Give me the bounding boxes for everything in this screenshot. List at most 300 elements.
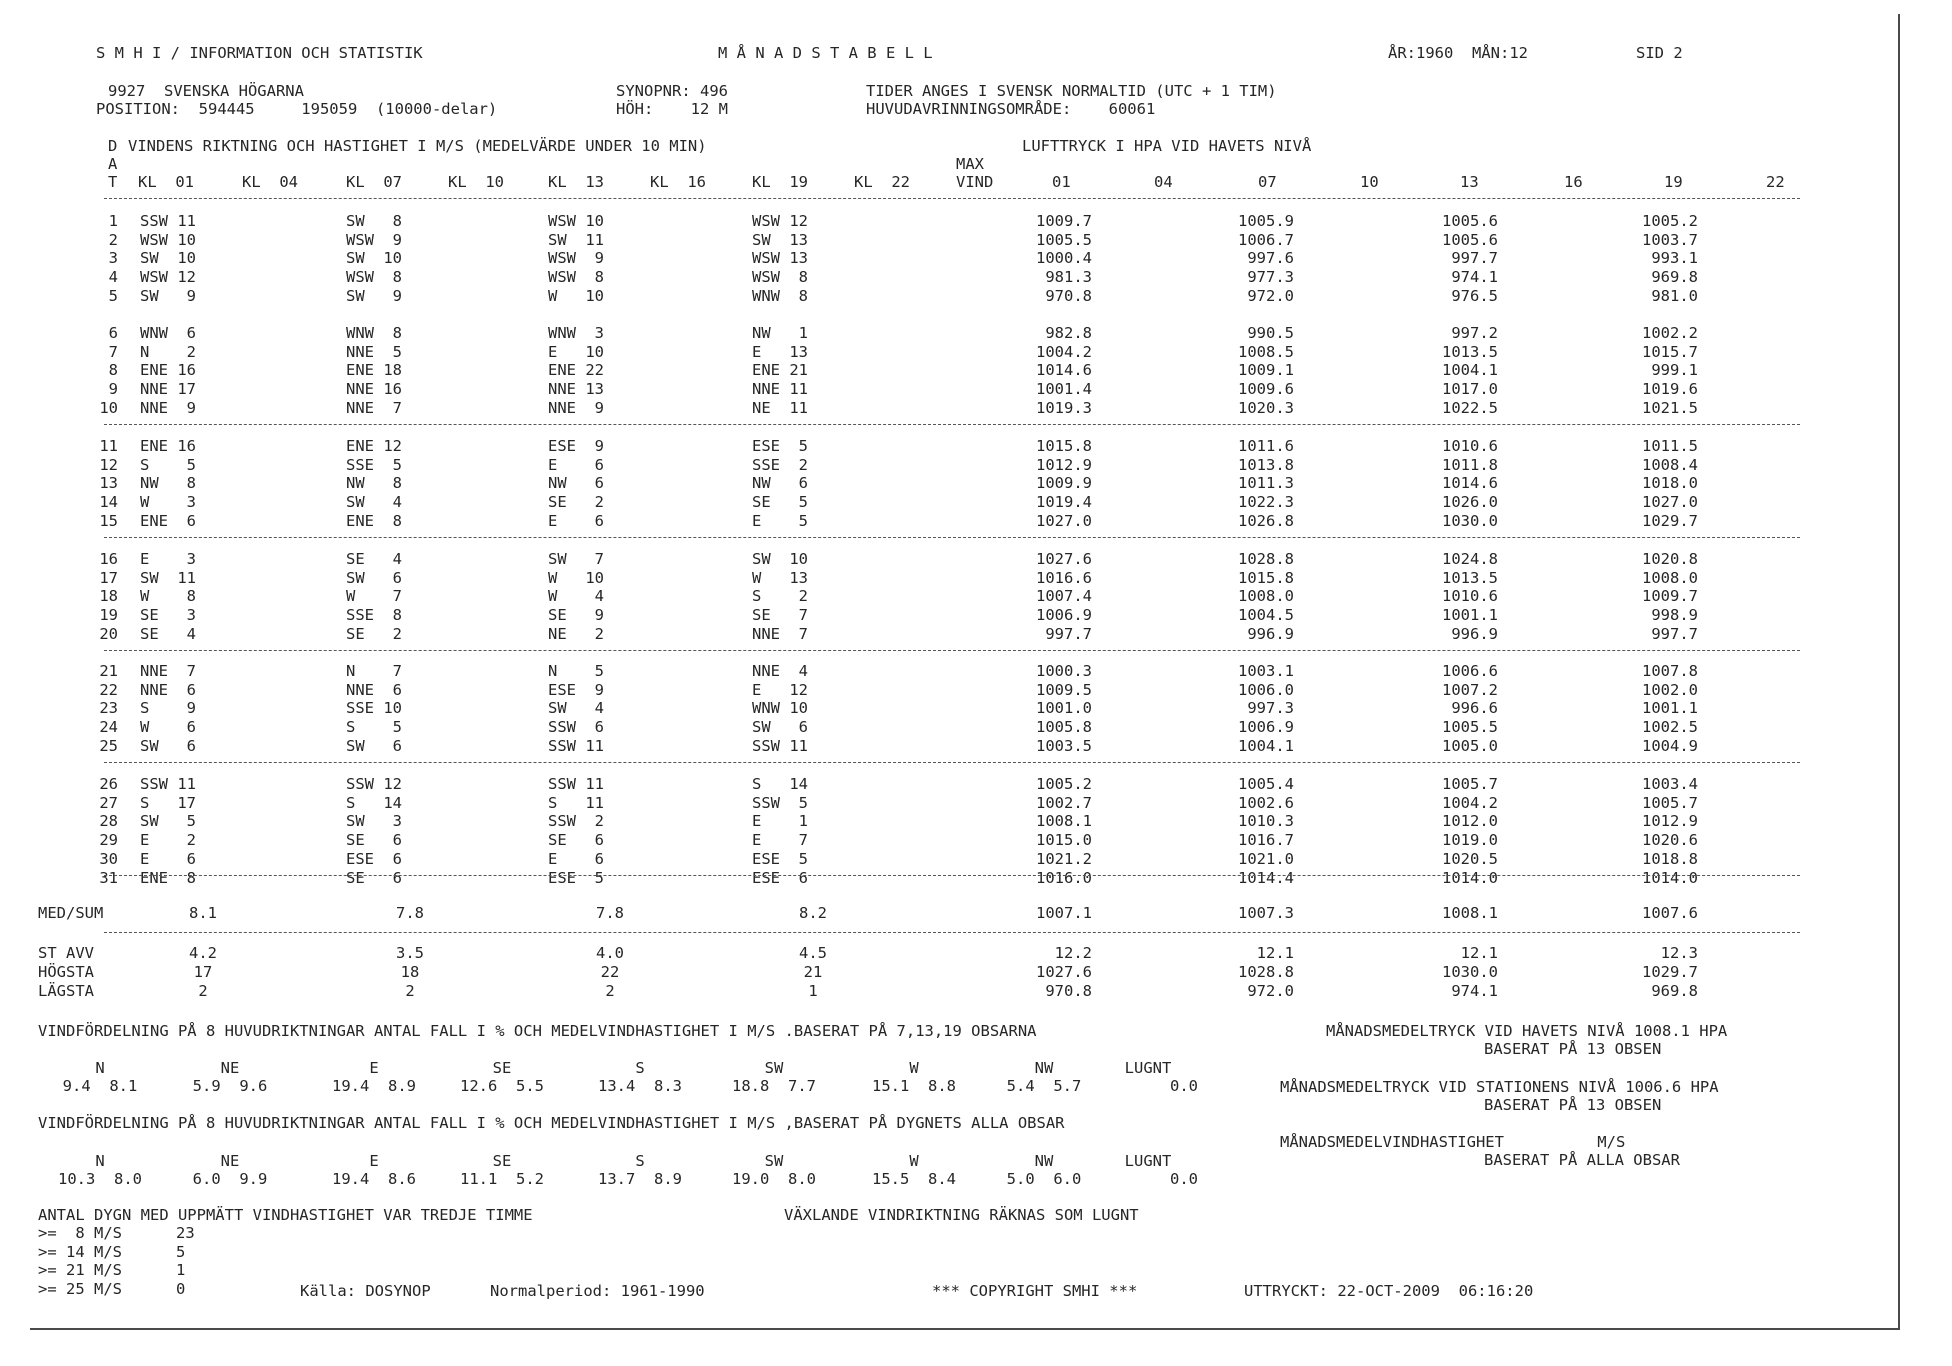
wind-col-header: KL 22	[854, 173, 910, 191]
lagsta-p19: 969.8	[1651, 982, 1698, 1000]
wind-kl01: S 17	[140, 793, 196, 812]
wind-kl19: SE 5	[752, 493, 808, 512]
hogsta-w07: 18	[400, 963, 420, 981]
lagsta-w01: 2	[198, 982, 208, 1000]
pressure-kl13: 1030.0	[1442, 511, 1498, 530]
pressure-kl19: 1001.1	[1642, 699, 1698, 718]
dist-value: 5.0 6.0	[1006, 1170, 1082, 1188]
pressure-kl07: 997.6	[1247, 249, 1294, 268]
group-divider	[104, 762, 1800, 763]
day-number: 27	[99, 793, 118, 812]
pressure-kl19: 997.7	[1651, 624, 1698, 643]
pressure-kl13: 1012.0	[1442, 812, 1498, 831]
wind-kl13: NW 6	[548, 474, 604, 493]
wind-kl19: E 1	[752, 812, 808, 831]
pressure-col-header: 01	[1052, 173, 1071, 191]
pressure-kl07: 1004.5	[1238, 606, 1294, 625]
hogsta-p07: 1028.8	[1238, 963, 1294, 981]
day-number: 8	[108, 361, 118, 380]
hogsta-label: HÖGSTA	[38, 963, 94, 981]
pressure-kl07: 1009.1	[1238, 361, 1294, 380]
pressure-kl13: 1007.2	[1442, 680, 1498, 699]
wind-kl13: E 10	[548, 342, 604, 361]
wind-kl07: WSW 9	[346, 230, 402, 249]
pressure-kl13: 1020.5	[1442, 849, 1498, 868]
wind-kl19: WSW 8	[752, 268, 808, 287]
pressure-kl19: 999.1	[1651, 361, 1698, 380]
pressure-kl13: 1005.6	[1442, 230, 1498, 249]
pressure-kl07: 1008.0	[1238, 587, 1294, 606]
wind-kl01: S 9	[140, 699, 196, 718]
med-w13: 7.8	[596, 904, 624, 922]
pressure-kl19: 1018.0	[1642, 474, 1698, 493]
pressure-kl01: 1006.9	[1036, 606, 1092, 625]
station-height: HÖH: 12 M	[616, 100, 728, 118]
wind-kl19: SW 6	[752, 718, 808, 737]
dist-value: 15.5 8.4	[872, 1170, 956, 1188]
wind-kl19: WSW 13	[752, 249, 808, 268]
org-name: S M H I / INFORMATION OCH STATISTIK	[96, 44, 423, 62]
pressure-kl19: 981.0	[1651, 286, 1698, 305]
day-number: 25	[99, 736, 118, 755]
wind-kl01: WSW 12	[140, 268, 196, 287]
wind-kl19: S 2	[752, 587, 808, 606]
pressure-kl01: 1007.4	[1036, 587, 1092, 606]
pressure-kl01: 1027.6	[1036, 550, 1092, 568]
wind-kl19: SW 10	[752, 550, 808, 568]
drainage-area: HUVUDAVRINNINGSOMRÅDE: 60061	[866, 100, 1156, 118]
day-number: 13	[99, 474, 118, 493]
pressure-kl07: 1016.7	[1238, 831, 1294, 850]
lagsta-w13: 2	[605, 982, 615, 1000]
pressure-kl13: 1014.6	[1442, 474, 1498, 493]
pressure-kl13: 997.2	[1451, 324, 1498, 342]
pressure-kl07: 1006.0	[1238, 680, 1294, 699]
wind-kl13: SW 7	[548, 550, 604, 568]
wind-kl13: SE 9	[548, 606, 604, 625]
wind-kl19: ESE 5	[752, 849, 808, 868]
day-number: 12	[99, 455, 118, 474]
lagsta-p13: 974.1	[1451, 982, 1498, 1000]
pressure-kl07: 1020.3	[1238, 398, 1294, 417]
wind-kl13: SSW 11	[548, 775, 604, 793]
station-level-basis: BASERAT PÅ 13 OBSEN	[1484, 1096, 1662, 1114]
day-number: 16	[99, 550, 118, 568]
dist-direction: N	[95, 1059, 105, 1077]
dist-direction: SW	[764, 1152, 784, 1170]
wind-kl07: NNE 5	[346, 342, 402, 361]
wind-kl01: N 2	[140, 342, 196, 361]
wind-kl07: SW 4	[346, 493, 402, 512]
med-sum-label: MED/SUM	[38, 904, 104, 922]
wind-kl07: ENE 8	[346, 511, 402, 530]
wind-col-header: KL 10	[448, 173, 504, 191]
printed-date: UTTRYCKT: 22-OCT-2009 06:16:20	[1244, 1282, 1534, 1300]
wind-kl07: SSE 8	[346, 606, 402, 625]
threshold-count: 5	[176, 1242, 186, 1261]
hogsta-p01: 1027.6	[1036, 963, 1092, 981]
source: Källa: DOSYNOP	[300, 1282, 431, 1300]
wind-kl07: ENE 12	[346, 437, 402, 455]
dist-direction: NW	[1034, 1059, 1054, 1077]
pressure-kl13: 1022.5	[1442, 398, 1498, 417]
stavv-p19: 12.3	[1660, 944, 1698, 962]
pressure-kl13: 976.5	[1451, 286, 1498, 305]
wind-kl13: N 5	[548, 662, 604, 680]
day-number: 17	[99, 568, 118, 587]
pressure-kl01: 1016.6	[1036, 568, 1092, 587]
pressure-kl13: 997.7	[1451, 249, 1498, 268]
pressure-kl19: 1027.0	[1642, 493, 1698, 512]
pressure-kl19: 1019.6	[1642, 380, 1698, 399]
pressure-kl13: 1006.6	[1442, 662, 1498, 680]
day-number: 19	[99, 606, 118, 625]
pressure-kl01: 1009.5	[1036, 680, 1092, 699]
wind-kl19: ESE 5	[752, 437, 808, 455]
pressure-kl07: 1011.6	[1238, 437, 1294, 455]
threshold-label: >= 21 M/S	[38, 1261, 122, 1279]
dist-direction: SW	[764, 1059, 784, 1077]
wind-kl19: WNW 10	[752, 699, 808, 718]
med-p19: 1007.6	[1642, 904, 1698, 922]
wind-kl07: SSE 10	[346, 699, 402, 718]
days-count-title: ANTAL DYGN MED UPPMÄTT VINDHASTIGHET VAR TREDJE TIMME	[38, 1206, 533, 1224]
pressure-col-header: 22	[1766, 173, 1785, 191]
dist-value: 5.4 5.7	[1006, 1077, 1082, 1095]
wind-kl13: SE 2	[548, 493, 604, 512]
wind-kl07: ESE 6	[346, 849, 402, 868]
wind-kl01: SW 5	[140, 812, 196, 831]
hogsta-w01: 17	[193, 963, 213, 981]
wind-kl07: SW 8	[346, 212, 402, 230]
pressure-kl07: 996.9	[1247, 624, 1294, 643]
pressure-kl13: 1011.8	[1442, 455, 1498, 474]
dist-value: 18.8 7.7	[732, 1077, 816, 1095]
pressure-kl01: 1019.4	[1036, 493, 1092, 512]
day-number: 29	[99, 831, 118, 850]
wind-kl07: SW 9	[346, 286, 402, 305]
wind-kl01: NNE 9	[140, 398, 196, 417]
wind-kl13: W 10	[548, 286, 604, 305]
wind-kl13: SSW 11	[548, 736, 604, 755]
threshold-count: 0	[176, 1279, 186, 1298]
wind-kl13: W 4	[548, 587, 604, 606]
pressure-kl13: 1004.1	[1442, 361, 1498, 380]
wind-kl13: NNE 9	[548, 398, 604, 417]
pressure-kl07: 1022.3	[1238, 493, 1294, 512]
wind-kl13: ESE 9	[548, 680, 604, 699]
wind-kl13: S 11	[548, 793, 604, 812]
wind-kl01: NW 8	[140, 474, 196, 493]
pressure-kl13: 1010.6	[1442, 587, 1498, 606]
wind-col-header: KL 04	[242, 173, 298, 191]
pressure-kl07: 1013.8	[1238, 455, 1294, 474]
report-title: M Å N A D S T A B E L L	[718, 44, 933, 62]
wind-kl19: SE 7	[752, 606, 808, 625]
pressure-col-header: 19	[1664, 173, 1683, 191]
wind-kl01: SW 10	[140, 249, 196, 268]
pressure-col-header: 16	[1564, 173, 1583, 191]
wind-kl19: E 7	[752, 831, 808, 850]
day-number: 15	[99, 511, 118, 530]
normal-period: Normalperiod: 1961-1990	[490, 1282, 705, 1300]
wind-col-header: KL 19	[752, 173, 808, 191]
pressure-kl01: 970.8	[1045, 286, 1092, 305]
threshold-label: >= 8 M/S	[38, 1224, 122, 1242]
med-p13: 1008.1	[1442, 904, 1498, 922]
wind-col-header: KL 16	[650, 173, 706, 191]
stavv-w13: 4.0	[596, 944, 624, 962]
pressure-kl19: 1018.8	[1642, 849, 1698, 868]
pressure-kl01: 1014.6	[1036, 361, 1092, 380]
wind-kl07: S 5	[346, 718, 402, 737]
med-w01: 8.1	[189, 904, 217, 922]
dist-value: 13.4 8.3	[598, 1077, 682, 1095]
pressure-kl19: 1014.0	[1642, 868, 1698, 887]
group-divider	[104, 537, 1800, 538]
dist-direction: SE	[492, 1152, 512, 1170]
pressure-kl07: 990.5	[1247, 324, 1294, 342]
pressure-kl07: 1002.6	[1238, 793, 1294, 812]
wind-kl19: E 12	[752, 680, 808, 699]
wind-kl01: NNE 6	[140, 680, 196, 699]
stavv-p07: 12.1	[1256, 944, 1294, 962]
copyright: *** COPYRIGHT SMHI ***	[932, 1282, 1138, 1300]
col-d: D	[108, 137, 118, 155]
pressure-kl07: 1004.1	[1238, 736, 1294, 755]
wind-kl13: WNW 3	[548, 324, 604, 342]
monthly-wind-basis: BASERAT PÅ ALLA OBSAR	[1484, 1151, 1680, 1169]
wind-kl01: ENE 8	[140, 868, 196, 887]
max-label: MAX	[956, 155, 984, 173]
wind-kl01: SW 11	[140, 568, 196, 587]
pressure-kl13: 1026.0	[1442, 493, 1498, 512]
dist-direction: E	[369, 1152, 379, 1170]
pressure-kl01: 1005.2	[1036, 775, 1092, 793]
pressure-kl19: 1002.5	[1642, 718, 1698, 737]
lagsta-p01: 970.8	[1045, 982, 1092, 1000]
dist-value: 12.6 5.5	[460, 1077, 544, 1095]
dist-value: 15.1 8.8	[872, 1077, 956, 1095]
day-number: 30	[99, 849, 118, 868]
dist-value: 19.4 8.9	[332, 1077, 416, 1095]
pressure-kl07: 1006.9	[1238, 718, 1294, 737]
pressure-kl13: 1017.0	[1442, 380, 1498, 399]
wind-kl07: SE 6	[346, 831, 402, 850]
wind-kl19: S 14	[752, 775, 808, 793]
hogsta-w19: 21	[803, 963, 823, 981]
pressure-kl07: 1008.5	[1238, 342, 1294, 361]
wind-kl13: E 6	[548, 455, 604, 474]
wind-kl07: SW 3	[346, 812, 402, 831]
dist-direction: SE	[492, 1059, 512, 1077]
stavv-w01: 4.2	[189, 944, 217, 962]
pressure-kl19: 1029.7	[1642, 511, 1698, 530]
wind-kl01: NNE 7	[140, 662, 196, 680]
group-divider	[104, 875, 1800, 876]
wind-kl13: NNE 13	[548, 380, 604, 399]
pressure-kl01: 1009.7	[1036, 212, 1092, 230]
wind-kl13: E 6	[548, 511, 604, 530]
wind-kl01: SE 3	[140, 606, 196, 625]
year-month: ÅR:1960 MÅN:12	[1388, 44, 1528, 62]
pressure-kl01: 1021.2	[1036, 849, 1092, 868]
wind-kl07: SE 2	[346, 624, 402, 643]
wind-kl01: SSW 11	[140, 212, 196, 230]
dist-direction: LUGNT	[1124, 1152, 1172, 1170]
pressure-kl13: 1010.6	[1442, 437, 1498, 455]
med-w19: 8.2	[799, 904, 827, 922]
pressure-kl01: 1000.4	[1036, 249, 1092, 268]
day-number: 7	[108, 342, 118, 361]
wind-kl07: SSW 12	[346, 775, 402, 793]
wind-col-header: KL 07	[346, 173, 402, 191]
pressure-kl13: 1005.7	[1442, 775, 1498, 793]
wind-kl07: NNE 6	[346, 680, 402, 699]
max-wind-label: VIND	[956, 173, 994, 191]
pressure-kl19: 969.8	[1651, 268, 1698, 287]
wind-kl07: SW 6	[346, 736, 402, 755]
pressure-kl07: 1021.0	[1238, 849, 1294, 868]
day-number: 3	[108, 249, 118, 268]
wind-kl07: NNE 16	[346, 380, 402, 399]
page-number: SID 2	[1636, 44, 1683, 62]
wind-kl13: SW 4	[548, 699, 604, 718]
wind-kl19: NNE 4	[752, 662, 808, 680]
dist-value: 10.3 8.0	[58, 1170, 142, 1188]
wind-kl19: SSW 5	[752, 793, 808, 812]
wind-kl07: NW 8	[346, 474, 402, 493]
wind-kl07: ENE 18	[346, 361, 402, 380]
time-note: TIDER ANGES I SVENSK NORMALTID (UTC + 1 TIM)	[866, 82, 1277, 100]
wind-kl13: SW 11	[548, 230, 604, 249]
summary-divider	[104, 932, 1800, 933]
pressure-kl07: 977.3	[1247, 268, 1294, 287]
wind-kl13: ENE 22	[548, 361, 604, 380]
day-number: 9	[108, 380, 118, 399]
pressure-kl01: 1027.0	[1036, 511, 1092, 530]
hogsta-p13: 1030.0	[1442, 963, 1498, 981]
wind-kl07: W 7	[346, 587, 402, 606]
wind-kl13: WSW 10	[548, 212, 604, 230]
pressure-col-header: 04	[1154, 173, 1173, 191]
wind-kl19: NNE 11	[752, 380, 808, 399]
pressure-kl01: 1012.9	[1036, 455, 1092, 474]
pressure-kl13: 996.9	[1451, 624, 1498, 643]
pressure-kl07: 1015.8	[1238, 568, 1294, 587]
lagsta-w19: 1	[808, 982, 818, 1000]
day-number: 5	[108, 286, 118, 305]
wind-kl01: NNE 17	[140, 380, 196, 399]
dist-value: 19.0 8.0	[732, 1170, 816, 1188]
stavv-w07: 3.5	[396, 944, 424, 962]
wind-kl07: SW 10	[346, 249, 402, 268]
dist-value: 19.4 8.6	[332, 1170, 416, 1188]
pressure-kl13: 1024.8	[1442, 550, 1498, 568]
wind-kl19: NE 11	[752, 398, 808, 417]
pressure-kl19: 1020.8	[1642, 550, 1698, 568]
variable-wind-note: VÄXLANDE VINDRIKTNING RÄKNAS SOM LUGNT	[784, 1206, 1139, 1224]
day-number: 6	[108, 324, 118, 342]
pressure-kl19: 1015.7	[1642, 342, 1698, 361]
pressure-kl01: 1005.5	[1036, 230, 1092, 249]
wind-kl07: NNE 7	[346, 398, 402, 417]
pressure-kl13: 1019.0	[1442, 831, 1498, 850]
sea-level-basis: BASERAT PÅ 13 OBSEN	[1484, 1040, 1662, 1058]
wind-kl01: W 6	[140, 718, 196, 737]
pressure-kl07: 1006.7	[1238, 230, 1294, 249]
med-p07: 1007.3	[1238, 904, 1294, 922]
lagsta-p07: 972.0	[1247, 982, 1294, 1000]
group-divider	[104, 650, 1800, 651]
pressure-kl07: 1003.1	[1238, 662, 1294, 680]
wind-kl07: SE 6	[346, 868, 402, 887]
threshold-label: >= 14 M/S	[38, 1242, 122, 1261]
dist-direction: N	[95, 1152, 105, 1170]
wind-kl13: ESE 9	[548, 437, 604, 455]
pressure-kl01: 1009.9	[1036, 474, 1092, 493]
pressure-kl19: 1003.7	[1642, 230, 1698, 249]
wind-kl01: S 5	[140, 455, 196, 474]
pressure-kl19: 1002.2	[1642, 324, 1698, 342]
hogsta-w13: 22	[600, 963, 620, 981]
pressure-kl07: 1011.3	[1238, 474, 1294, 493]
pressure-kl13: 1014.0	[1442, 868, 1498, 887]
threshold-count: 23	[176, 1224, 195, 1242]
wind-kl01: WSW 10	[140, 230, 196, 249]
dist-direction: NE	[220, 1059, 240, 1077]
pressure-kl13: 1005.5	[1442, 718, 1498, 737]
day-number: 1	[108, 212, 118, 230]
wind-kl01: E 3	[140, 550, 196, 568]
day-number: 11	[99, 437, 118, 455]
day-number: 31	[99, 868, 118, 887]
threshold-count: 1	[176, 1261, 186, 1279]
wind-kl19: SW 13	[752, 230, 808, 249]
wind-kl01: ENE 6	[140, 511, 196, 530]
pressure-kl19: 1003.4	[1642, 775, 1698, 793]
wind-kl19: NW 1	[752, 324, 808, 342]
pressure-kl13: 1013.5	[1442, 568, 1498, 587]
stavv-w19: 4.5	[799, 944, 827, 962]
wind-section-title: VINDENS RIKTNING OCH HASTIGHET I M/S (MEDELVÄRDE UNDER 10 MIN)	[128, 137, 707, 155]
wind-kl01: SW 9	[140, 286, 196, 305]
pressure-kl07: 972.0	[1247, 286, 1294, 305]
wind-kl01: W 8	[140, 587, 196, 606]
dist-value: 11.1 5.2	[460, 1170, 544, 1188]
dist-value: 9.4 8.1	[62, 1077, 138, 1095]
pressure-kl19: 1009.7	[1642, 587, 1698, 606]
wind-kl19: E 13	[752, 342, 808, 361]
dist-value: 6.0 9.9	[192, 1170, 268, 1188]
wind-kl01: ENE 16	[140, 361, 196, 380]
pressure-kl13: 1004.2	[1442, 793, 1498, 812]
wind-kl07: SSE 5	[346, 455, 402, 474]
station-position: POSITION: 594445 195059 (10000-delar)	[96, 100, 498, 118]
pressure-kl19: 1005.2	[1642, 212, 1698, 230]
stavv-label: ST AVV	[38, 944, 94, 962]
wind-kl13: SSW 2	[548, 812, 604, 831]
wind-kl19: ESE 6	[752, 868, 808, 887]
pressure-kl19: 1020.6	[1642, 831, 1698, 850]
day-number: 4	[108, 268, 118, 287]
wind-kl19: WSW 12	[752, 212, 808, 230]
stavv-p01: 12.2	[1054, 944, 1092, 962]
monthly-wind-mean: MÅNADSMEDELVINDHASTIGHET M/S	[1280, 1133, 1626, 1151]
pressure-kl13: 996.6	[1451, 699, 1498, 718]
threshold-label: >= 25 M/S	[38, 1279, 122, 1298]
sea-level-mean: MÅNADSMEDELTRYCK VID HAVETS NIVÅ 1008.1 HPA	[1326, 1022, 1728, 1040]
